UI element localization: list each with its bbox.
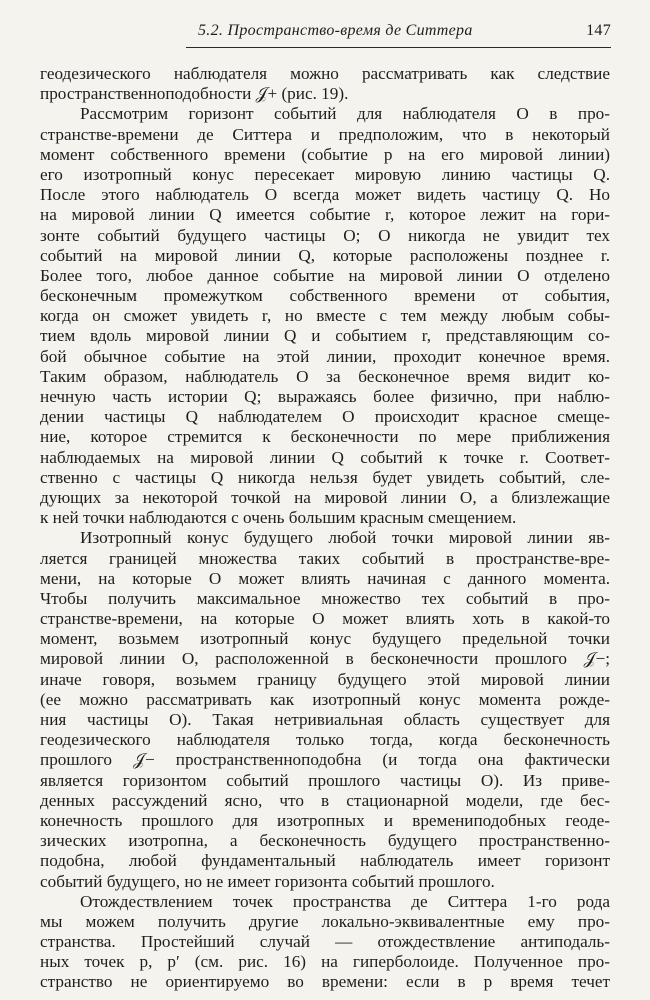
text-line: бесконечным промежутком собственного времени от события,: [40, 286, 610, 306]
text-line: мы можем получить другие локально-эквивалентные ему про-: [40, 911, 610, 931]
text-line: ляется границей множества таких событий в пространстве-вре-: [40, 548, 610, 568]
section-title: 5.2. Пространство-время де Ситтера: [198, 22, 473, 39]
text-line: зических изотропна, а бесконечность будущего пространственно-: [40, 831, 610, 851]
text-line: странства. Простейший случай — отождествление антиподаль-: [40, 932, 610, 952]
text-line: Более того, любое данное событие на мировой линии O отделено: [40, 265, 610, 285]
text-line: нечную часть истории Q; выражаясь более физично, при наблю-: [40, 387, 610, 406]
text-line: Чтобы получить максимальное множество тех событий в про-: [40, 588, 610, 608]
text-line: геодезического наблюдателя можно рассматривать как следствие: [40, 64, 610, 83]
running-head: [186, 20, 611, 42]
text-line: геодезического наблюдателя только тогда, когда бесконечность: [40, 730, 610, 750]
page-number: 147: [586, 22, 611, 39]
text-line: на мировой линии Q имеется событие r, которое лежит на гори-: [40, 205, 610, 225]
text-line: После этого наблюдатель O всегда может видеть частицу Q. Но: [40, 185, 610, 205]
text-line: ных точек p, p′ (см. рис. 16) на гиперболоиде. Полученное про-: [40, 952, 610, 972]
text-line: наблюдаемых на мировой линии Q событий к точке r. Соответ-: [40, 447, 610, 467]
body-text: [40, 64, 610, 993]
text-line: ственно с частицы Q никогда нельзя будет увидеть событий, сле-: [40, 467, 610, 487]
text-line: момент собственного времени (событие p на его мировой линии): [40, 144, 610, 164]
text-line: его изотропный конус пересекает мировую линию частицы Q.: [40, 164, 610, 184]
text-line: пространственноподобности 𝒥+ (рис. 19).: [40, 84, 349, 104]
text-line: иначе говоря, возьмем границу будущего этой мировой линии: [40, 669, 610, 689]
text-line: событий на мировой линии Q, которые расположены позднее r.: [40, 245, 610, 265]
text-line: к ней точки наблюдаются с очень большим красным смещением.: [40, 508, 517, 528]
header-rule: [186, 47, 611, 48]
text-line: мировой линии O, расположенной в бесконечности прошлого 𝒥−;: [40, 649, 610, 669]
text-line: событий будущего, но не имеет горизонта событий прошлого.: [40, 871, 495, 891]
text-line: Отождествлением точек пространства де Ситтера 1-го рода: [80, 891, 610, 911]
text-line: подобна, любой фундаментальный наблюдатель имеет горизонт: [40, 851, 610, 871]
text-line: когда он сможет увидеть r, но вместе с тем между любым собы-: [40, 306, 610, 326]
text-line: денных рассуждений ясно, что в стационарной модели, где бес-: [40, 790, 610, 810]
text-line: мени, на которые O может влиять начиная с данного момента.: [40, 568, 610, 588]
text-line: тием вдоль мировой линии Q и событием r, представляющим со-: [40, 326, 610, 346]
text-line: ния частицы O). Такая нетривиальная область существует для: [40, 710, 610, 729]
text-line: странстве-времени де Ситтера и предположим, что в некоторый: [40, 124, 610, 144]
text-line: момент, возьмем изотропный конус будущего предельной точки: [40, 629, 610, 649]
text-line: (ее можно рассматривать как изотропный конус момента рожде-: [40, 689, 610, 709]
text-line: Рассмотрим горизонт событий для наблюдателя O в про-: [80, 104, 610, 124]
text-line: странстве-времени, на которые O может влиять хоть в какой-то: [40, 609, 610, 629]
text-line: Таким образом, наблюдатель O за бесконечное время видит ко-: [40, 366, 610, 386]
text-line: странство не ориентируемо во времени: если в p время течет: [40, 972, 610, 992]
text-line: зонте событий будущего частицы O; O никогда не увидит тех: [40, 225, 610, 245]
text-line: является горизонтом событий прошлого частицы O). Из приве-: [40, 770, 610, 790]
text-line: дующих за некоторой точкой на мировой линии O, а близлежащие: [40, 487, 610, 507]
text-line: прошлого 𝒥− пространственноподобна (и тогда она фактически: [40, 750, 610, 770]
text-line: ние, которое стремится к бесконечности по мере приближения: [40, 427, 610, 447]
text-line: дении частицы Q наблюдателем O происходит красное смеще-: [40, 407, 610, 427]
text-line: Изотропный конус будущего любой точки мировой линии яв-: [80, 528, 610, 548]
text-line: конечность прошлого для изотропных и времениподобных геоде-: [40, 810, 610, 830]
text-line: бой обычное событие на этой линии, проходит конечное время.: [40, 346, 610, 366]
